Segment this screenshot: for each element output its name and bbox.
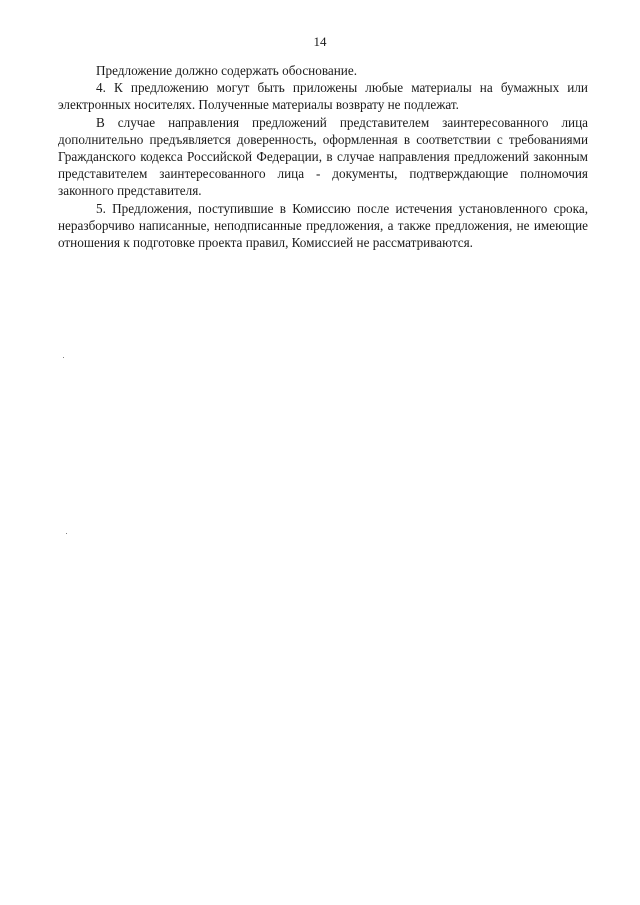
- scan-speck: [63, 357, 64, 358]
- paragraph-representative: В случае направления предложений представителем заинтересованного лица дополнительно предъявляется доверенность, оформленная в соответствии с требованиями Гражданского кодекса Российской Федерации, в случае направления предложений законным представителем заинтересованного лица - документы, подтверждающие полномочия законного представителя.: [58, 114, 588, 199]
- document-body: [58, 62, 588, 251]
- page-number: 14: [313, 34, 327, 49]
- scan-speck: [66, 533, 67, 534]
- paragraph-item-4: 4. К предложению могут быть приложены любые материалы на бумажных или электронных носителях. Полученные материалы возврату не подлежат.: [58, 80, 588, 113]
- paragraph-justification: Предложение должно содержать обоснование.: [96, 63, 357, 78]
- paragraph-item-5: 5. Предложения, поступившие в Комиссию после истечения установленного срока, неразборчиво написанные, неподписанные предложения, а также предложения, не имеющие отношения к подготовке проекта правил, Комиссией не рассматриваются.: [58, 200, 588, 251]
